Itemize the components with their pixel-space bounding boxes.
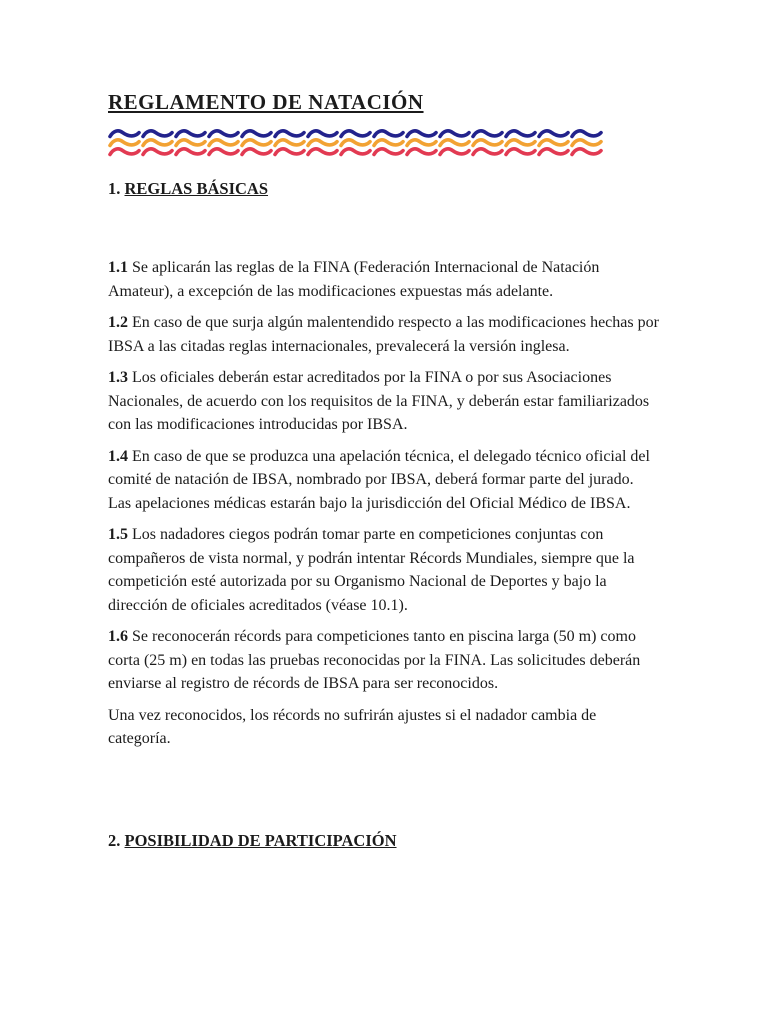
closing-paragraph: Una vez reconocidos, los récords no sufrirán ajustes si el nadador cambia de categoría.: [108, 706, 597, 747]
section-2-title: POSIBILIDAD DE PARTICIPACIÓN: [124, 830, 397, 850]
paragraph-1-4-number: 1.4: [108, 447, 128, 465]
paragraph-1-4-text: En caso de que se produzca una apelación técnica, el delegado técnico oficial del comité de natación de IBSA, nombrado por IBSA, deberá formar parte del jurado. Las apelaciones médicas estarán bajo la jurisdicción del Oficial Médico de IBSA.: [108, 447, 650, 512]
paragraph-1-4: [108, 445, 660, 516]
paragraph-1-6: [108, 625, 660, 696]
paragraph-1-3-number: 1.3: [108, 369, 128, 386]
paragraph-1-2-number: 1.2: [108, 314, 128, 331]
paragraph-1-6-text: Se reconocerán récords para competiciones tanto en piscina larga (50 m) como corta (25 m) en todas las pruebas reconocidas por la FINA. Las solicitudes deberán enviarse al registro de récords de IBSA para ser reconocidos.: [108, 628, 641, 692]
paragraph-1-5-text: Los nadadores ciegos podrán tomar parte en competiciones conjuntas con compañeros de vista normal, y podrán intentar Récords Mundiales, siempre que la competición esté autorizada por su Organismo Nacional de Deportes y bajo la dirección de oficiales acreditados (véase 10.1).: [108, 526, 635, 614]
paragraph-1-5: [108, 523, 660, 617]
paragraph-1-1: [108, 256, 660, 303]
wave-border-decoration: [108, 128, 603, 160]
paragraph-1-6-number: 1.6: [108, 628, 128, 645]
paragraph-1-5-number: 1.5: [108, 526, 128, 543]
paragraph-1-1-text: Se aplicarán las reglas de la FINA (Federación Internacional de Natación Amateur), a excepción de las modificaciones expuestas más adelante.: [108, 259, 600, 300]
section-1-heading: [108, 178, 660, 200]
document-title: REGLAMENTO DE NATACIÓN: [108, 90, 424, 114]
paragraph-1-2: [108, 311, 660, 358]
paragraph-1-2-text: En caso de que surja algún malentendido respecto a las modificaciones hechas por IBSA a las citadas reglas internacionales, prevalecerá la versión inglesa.: [108, 314, 659, 355]
paragraph-1-3-text: Los oficiales deberán estar acreditados por la FINA o por sus Asociaciones Nacionales, de acuerdo con los requisitos de la FINA, y deberán estar familiarizados con las modificaciones introducidas por IBSA.: [108, 369, 650, 433]
paragraph-1-1-number: 1.1: [108, 259, 128, 276]
document-content: [108, 90, 660, 852]
section-2-number: 2.: [108, 830, 121, 850]
paragraph-1-3: [108, 366, 660, 437]
section-1-title: REGLAS BÁSICAS: [124, 179, 269, 198]
section-1-number: 1.: [108, 179, 121, 198]
section-2-heading: [108, 830, 660, 852]
